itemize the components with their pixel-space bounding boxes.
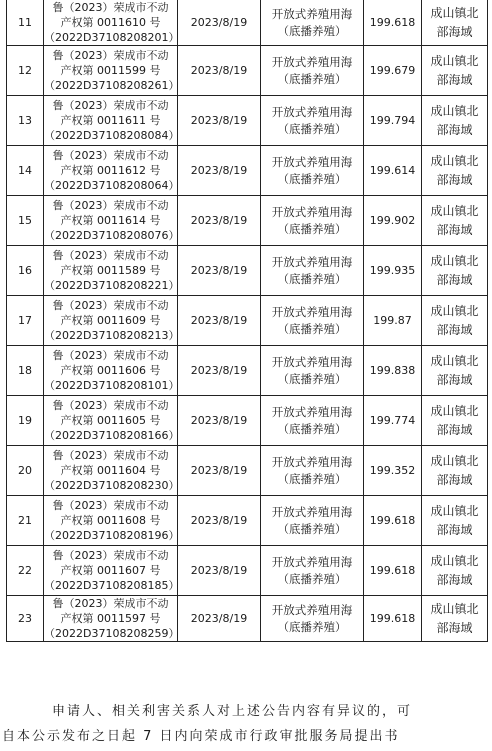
sea-use-type-cell bbox=[261, 546, 364, 596]
certificate-number-cell-line-1: 鲁（2023）荣成市不动 bbox=[52, 399, 169, 412]
certificate-number-cell-line-1: 鲁（2023）荣成市不动 bbox=[52, 149, 169, 162]
certificate-number-cell bbox=[44, 496, 178, 546]
certificate-number-cell-line-1: 鲁（2023）荣成市不动 bbox=[52, 199, 169, 212]
registration-date-cell: 2023/8/19 bbox=[178, 446, 261, 496]
sea-use-type-cell-line-1: 开放式养殖用海 bbox=[271, 304, 353, 319]
certificate-number-cell bbox=[44, 396, 178, 446]
certificate-number-cell-line-3: （2022D37108208213） bbox=[44, 329, 180, 342]
table-row bbox=[7, 596, 488, 642]
sea-use-type-cell bbox=[261, 46, 364, 96]
registration-date-cell: 2023/8/19 bbox=[178, 246, 261, 296]
location-cell-line-2: 部海域 bbox=[436, 72, 473, 87]
table-body bbox=[7, 0, 488, 642]
location-cell-line-1: 成山镇北 bbox=[430, 253, 479, 268]
table-row bbox=[7, 496, 488, 546]
certificate-number-cell-line-1: 鲁（2023）荣成市不动 bbox=[52, 499, 169, 512]
certificate-number-cell bbox=[44, 46, 178, 96]
sea-use-type-cell bbox=[261, 246, 364, 296]
area-cell: 199.935 bbox=[364, 246, 422, 296]
area-cell: 199.679 bbox=[364, 46, 422, 96]
certificate-number-cell-line-1: 鲁（2023）荣成市不动 bbox=[52, 99, 169, 112]
certificate-number-cell-line-2: 产权第 0011608 号 bbox=[60, 514, 161, 527]
certificate-number-cell bbox=[44, 346, 178, 396]
certificate-number-cell-line-3: （2022D37108208076） bbox=[44, 229, 180, 242]
certificate-number-cell-line-2: 产权第 0011604 号 bbox=[60, 464, 161, 477]
sea-use-type-cell-line-1: 开放式养殖用海 bbox=[271, 204, 353, 219]
sea-use-type-cell-line-1: 开放式养殖用海 bbox=[271, 254, 353, 269]
certificate-number-cell-line-1: 鲁（2023）荣成市不动 bbox=[52, 49, 169, 62]
table-row bbox=[7, 446, 488, 496]
table-row bbox=[7, 0, 488, 46]
certificate-number-cell-line-2: 产权第 0011606 号 bbox=[60, 364, 161, 377]
sea-use-type-cell-line-2: （底播养殖） bbox=[277, 23, 347, 38]
notice-paragraph-line-1: 申请人、相关利害关系人对上述公告内容有异议的，可 bbox=[52, 704, 413, 719]
location-cell bbox=[422, 496, 488, 546]
certificate-number-cell-line-3: （2022D37108208196） bbox=[44, 529, 180, 542]
table-row bbox=[7, 296, 488, 346]
location-cell-line-2: 部海域 bbox=[436, 372, 473, 387]
certificate-number-cell-line-3: （2022D37108208084） bbox=[44, 129, 180, 142]
sea-use-type-cell-line-1: 开放式养殖用海 bbox=[271, 454, 353, 469]
registration-date-cell: 2023/8/19 bbox=[178, 346, 261, 396]
row-number-cell: 12 bbox=[7, 46, 44, 96]
registration-date-cell: 2023/8/19 bbox=[178, 546, 261, 596]
certificate-number-cell bbox=[44, 446, 178, 496]
sea-use-type-cell bbox=[261, 446, 364, 496]
table-row bbox=[7, 96, 488, 146]
certificate-number-cell-line-2: 产权第 0011597 号 bbox=[60, 612, 161, 625]
registration-date-cell: 2023/8/19 bbox=[178, 0, 261, 46]
area-cell: 199.794 bbox=[364, 96, 422, 146]
sea-use-type-cell-line-2: （底播养殖） bbox=[277, 321, 347, 336]
location-cell-line-2: 部海域 bbox=[436, 422, 473, 437]
sea-use-type-cell-line-1: 开放式养殖用海 bbox=[271, 504, 353, 519]
sea-use-type-cell-line-2: （底播养殖） bbox=[277, 121, 347, 136]
location-cell-line-1: 成山镇北 bbox=[430, 203, 479, 218]
location-cell-line-2: 部海域 bbox=[436, 24, 473, 39]
location-cell bbox=[422, 446, 488, 496]
area-cell: 199.614 bbox=[364, 146, 422, 196]
certificate-number-cell-line-2: 产权第 0011589 号 bbox=[60, 264, 161, 277]
area-cell: 199.87 bbox=[364, 296, 422, 346]
location-cell bbox=[422, 196, 488, 246]
row-number-cell: 22 bbox=[7, 546, 44, 596]
certificate-number-cell bbox=[44, 96, 178, 146]
location-cell-line-1: 成山镇北 bbox=[430, 53, 479, 68]
certificate-number-cell-line-3: （2022D37108208259） bbox=[44, 627, 180, 640]
registration-date-cell: 2023/8/19 bbox=[178, 496, 261, 546]
sea-use-type-cell-line-1: 开放式养殖用海 bbox=[271, 154, 353, 169]
registration-date-cell: 2023/8/19 bbox=[178, 296, 261, 346]
location-cell-line-2: 部海域 bbox=[436, 572, 473, 587]
certificate-number-cell-line-2: 产权第 0011605 号 bbox=[60, 414, 161, 427]
certificate-number-cell-line-2: 产权第 0011612 号 bbox=[60, 164, 161, 177]
certificate-number-cell-line-2: 产权第 0011609 号 bbox=[60, 314, 161, 327]
area-cell: 199.838 bbox=[364, 346, 422, 396]
property-rights-table bbox=[6, 0, 488, 642]
location-cell-line-1: 成山镇北 bbox=[430, 503, 479, 518]
certificate-number-cell-line-3: （2022D37108208221） bbox=[44, 279, 180, 292]
sea-use-type-cell bbox=[261, 0, 364, 46]
registration-date-cell: 2023/8/19 bbox=[178, 596, 261, 642]
sea-use-type-cell-line-1: 开放式养殖用海 bbox=[271, 354, 353, 369]
sea-use-type-cell-line-1: 开放式养殖用海 bbox=[271, 54, 353, 69]
location-cell bbox=[422, 546, 488, 596]
sea-use-type-cell bbox=[261, 196, 364, 246]
row-number-cell: 11 bbox=[7, 0, 44, 46]
sea-use-type-cell-line-2: （底播养殖） bbox=[277, 221, 347, 236]
registration-date-cell: 2023/8/19 bbox=[178, 396, 261, 446]
registration-date-cell: 2023/8/19 bbox=[178, 46, 261, 96]
sea-use-type-cell bbox=[261, 496, 364, 546]
certificate-number-cell bbox=[44, 296, 178, 346]
row-number-cell: 13 bbox=[7, 96, 44, 146]
sea-use-type-cell bbox=[261, 346, 364, 396]
location-cell bbox=[422, 346, 488, 396]
certificate-number-cell-line-3: （2022D37108208185） bbox=[44, 579, 180, 592]
location-cell-line-1: 成山镇北 bbox=[430, 153, 479, 168]
certificate-number-cell-line-1: 鲁（2023）荣成市不动 bbox=[52, 299, 169, 312]
area-cell: 199.618 bbox=[364, 546, 422, 596]
certificate-number-cell-line-1: 鲁（2023）荣成市不动 bbox=[52, 1, 169, 14]
certificate-number-cell bbox=[44, 0, 178, 46]
sea-use-type-cell-line-2: （底播养殖） bbox=[277, 71, 347, 86]
sea-use-type-cell bbox=[261, 96, 364, 146]
location-cell-line-1: 成山镇北 bbox=[430, 303, 479, 318]
row-number-cell: 17 bbox=[7, 296, 44, 346]
sea-use-type-cell-line-2: （底播养殖） bbox=[277, 571, 347, 586]
certificate-number-cell-line-3: （2022D37108208101） bbox=[44, 379, 180, 392]
sea-use-type-cell-line-2: （底播养殖） bbox=[277, 421, 347, 436]
table-row bbox=[7, 546, 488, 596]
location-cell bbox=[422, 296, 488, 346]
location-cell-line-1: 成山镇北 bbox=[430, 5, 479, 20]
area-cell: 199.618 bbox=[364, 596, 422, 642]
location-cell-line-2: 部海域 bbox=[436, 272, 473, 287]
certificate-number-cell-line-3: （2022D37108208230） bbox=[44, 479, 180, 492]
location-cell-line-2: 部海域 bbox=[436, 122, 473, 137]
area-cell: 199.618 bbox=[364, 496, 422, 546]
location-cell-line-1: 成山镇北 bbox=[430, 403, 479, 418]
location-cell bbox=[422, 596, 488, 642]
sea-use-type-cell-line-1: 开放式养殖用海 bbox=[271, 602, 353, 617]
certificate-number-cell bbox=[44, 246, 178, 296]
certificate-number-cell-line-1: 鲁（2023）荣成市不动 bbox=[52, 449, 169, 462]
sea-use-type-cell-line-1: 开放式养殖用海 bbox=[271, 104, 353, 119]
certificate-number-cell-line-2: 产权第 0011610 号 bbox=[60, 16, 161, 29]
certificate-number-cell bbox=[44, 146, 178, 196]
certificate-number-cell-line-1: 鲁（2023）荣成市不动 bbox=[52, 549, 169, 562]
sea-use-type-cell-line-2: （底播养殖） bbox=[277, 171, 347, 186]
location-cell bbox=[422, 396, 488, 446]
area-cell: 199.774 bbox=[364, 396, 422, 446]
location-cell-line-2: 部海域 bbox=[436, 222, 473, 237]
sea-use-type-cell-line-1: 开放式养殖用海 bbox=[271, 404, 353, 419]
sea-use-type-cell-line-2: （底播养殖） bbox=[277, 371, 347, 386]
area-cell: 199.902 bbox=[364, 196, 422, 246]
certificate-number-cell-line-3: （2022D37108208166） bbox=[44, 429, 180, 442]
row-number-cell: 19 bbox=[7, 396, 44, 446]
row-number-cell: 15 bbox=[7, 196, 44, 246]
sea-use-type-cell-line-2: （底播养殖） bbox=[277, 619, 347, 634]
location-cell-line-2: 部海域 bbox=[436, 322, 473, 337]
row-number-cell: 18 bbox=[7, 346, 44, 396]
location-cell-line-1: 成山镇北 bbox=[430, 601, 479, 616]
row-number-cell: 23 bbox=[7, 596, 44, 642]
certificate-number-cell bbox=[44, 596, 178, 642]
location-cell-line-1: 成山镇北 bbox=[430, 103, 479, 118]
sea-use-type-cell-line-2: （底播养殖） bbox=[277, 471, 347, 486]
location-cell bbox=[422, 246, 488, 296]
certificate-number-cell-line-1: 鲁（2023）荣成市不动 bbox=[52, 349, 169, 362]
certificate-number-cell-line-2: 产权第 0011614 号 bbox=[60, 214, 161, 227]
row-number-cell: 16 bbox=[7, 246, 44, 296]
table-row bbox=[7, 346, 488, 396]
location-cell-line-2: 部海域 bbox=[436, 620, 473, 635]
sea-use-type-cell bbox=[261, 146, 364, 196]
certificate-number-cell-line-2: 产权第 0011611 号 bbox=[60, 114, 161, 127]
sea-use-type-cell-line-1: 开放式养殖用海 bbox=[271, 6, 353, 21]
registration-date-cell: 2023/8/19 bbox=[178, 96, 261, 146]
sea-use-type-cell-line-1: 开放式养殖用海 bbox=[271, 554, 353, 569]
table-row bbox=[7, 46, 488, 96]
location-cell bbox=[422, 0, 488, 46]
location-cell-line-2: 部海域 bbox=[436, 172, 473, 187]
sea-use-type-cell bbox=[261, 596, 364, 642]
certificate-number-cell-line-3: （2022D37108208201） bbox=[44, 31, 180, 44]
table-row bbox=[7, 246, 488, 296]
table-row bbox=[7, 146, 488, 196]
sea-use-type-cell-line-2: （底播养殖） bbox=[277, 521, 347, 536]
sea-use-type-cell bbox=[261, 296, 364, 346]
row-number-cell: 20 bbox=[7, 446, 44, 496]
certificate-number-cell-line-3: （2022D37108208064） bbox=[44, 179, 180, 192]
sea-use-type-cell bbox=[261, 396, 364, 446]
registration-date-cell: 2023/8/19 bbox=[178, 196, 261, 246]
area-cell: 199.618 bbox=[364, 0, 422, 46]
location-cell bbox=[422, 46, 488, 96]
certificate-number-cell-line-2: 产权第 0011607 号 bbox=[60, 564, 161, 577]
sea-use-type-cell-line-2: （底播养殖） bbox=[277, 271, 347, 286]
certificate-number-cell-line-3: （2022D37108208261） bbox=[44, 79, 180, 92]
location-cell bbox=[422, 146, 488, 196]
location-cell bbox=[422, 96, 488, 146]
notice-paragraph-line-2: 自本公示发布之日起 7 日内向荣成市行政审批服务局提出书 bbox=[2, 729, 400, 744]
table-row bbox=[7, 396, 488, 446]
certificate-number-cell bbox=[44, 546, 178, 596]
location-cell-line-1: 成山镇北 bbox=[430, 353, 479, 368]
area-cell: 199.352 bbox=[364, 446, 422, 496]
location-cell-line-1: 成山镇北 bbox=[430, 453, 479, 468]
certificate-number-cell-line-1: 鲁（2023）荣成市不动 bbox=[52, 597, 169, 610]
table-row bbox=[7, 196, 488, 246]
row-number-cell: 14 bbox=[7, 146, 44, 196]
location-cell-line-1: 成山镇北 bbox=[430, 553, 479, 568]
registration-date-cell: 2023/8/19 bbox=[178, 146, 261, 196]
certificate-number-cell-line-2: 产权第 0011599 号 bbox=[60, 64, 161, 77]
row-number-cell: 21 bbox=[7, 496, 44, 546]
location-cell-line-2: 部海域 bbox=[436, 472, 473, 487]
certificate-number-cell-line-1: 鲁（2023）荣成市不动 bbox=[52, 249, 169, 262]
location-cell-line-2: 部海域 bbox=[436, 522, 473, 537]
certificate-number-cell bbox=[44, 196, 178, 246]
